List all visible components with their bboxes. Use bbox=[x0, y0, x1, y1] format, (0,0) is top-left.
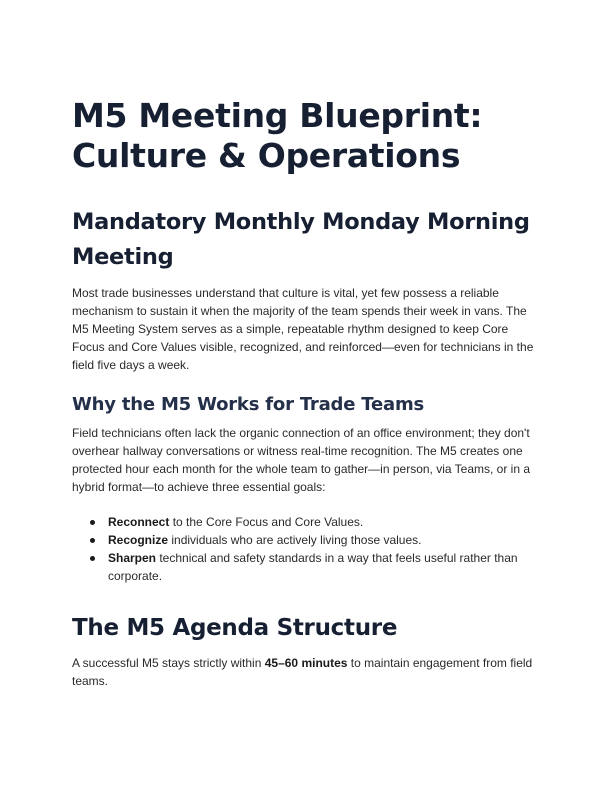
document-page bbox=[72, 96, 542, 690]
goal-keyword: Recognize bbox=[108, 533, 169, 547]
document-title bbox=[72, 96, 542, 176]
section-heading-monthly-meeting: Mandatory Monthly Monday Morning Meeting bbox=[72, 209, 530, 270]
section-heading-why-m5: Why the M5 Works for Trade Teams bbox=[72, 394, 425, 415]
goal-text: individuals who are actively living those values. bbox=[168, 533, 422, 547]
why-paragraph: Field technicians often lack the organic connection of an office environment; they don't overhear hallway conversations or witness real-time recognition. The M5 creates one protected hour each month for the whole team to gather—in person, via Teams, or in a hybrid format—to achieve three essential goals: bbox=[72, 426, 531, 494]
goal-keyword: Reconnect bbox=[108, 515, 170, 529]
title-line-1: M5 Meeting Blueprint: bbox=[72, 96, 483, 135]
list-item bbox=[72, 531, 542, 549]
agenda-paragraph bbox=[72, 654, 542, 690]
agenda-text-post: to maintain engagement from field teams. bbox=[72, 656, 533, 688]
goal-text: technical and safety standards in a way that feels useful rather than corporate. bbox=[108, 551, 518, 583]
goals-list bbox=[72, 513, 542, 585]
bullet-dot-icon bbox=[90, 556, 95, 561]
goal-keyword: Sharpen bbox=[108, 551, 157, 565]
goal-text: to the Core Focus and Core Values. bbox=[169, 515, 364, 529]
agenda-text-pre: A successful M5 stays strictly within bbox=[72, 656, 265, 670]
agenda-duration: 45–60 minutes bbox=[264, 656, 348, 670]
section-heading-agenda: The M5 Agenda Structure bbox=[72, 615, 398, 641]
bullet-dot-icon bbox=[90, 520, 95, 525]
bullet-dot-icon bbox=[90, 538, 95, 543]
list-item bbox=[72, 549, 542, 585]
list-item bbox=[72, 513, 542, 531]
intro-paragraph: Most trade businesses understand that culture is vital, yet few possess a reliable mechanism to sustain it when the majority of the team spends their week in vans. The M5 Meeting System serves as a simple, repeatable rhythm designed to keep Core Focus and Core Values visible, recognized, and reinforced—even for technicians in the field five days a week. bbox=[72, 286, 534, 372]
title-line-2: Culture & Operations bbox=[72, 136, 461, 175]
